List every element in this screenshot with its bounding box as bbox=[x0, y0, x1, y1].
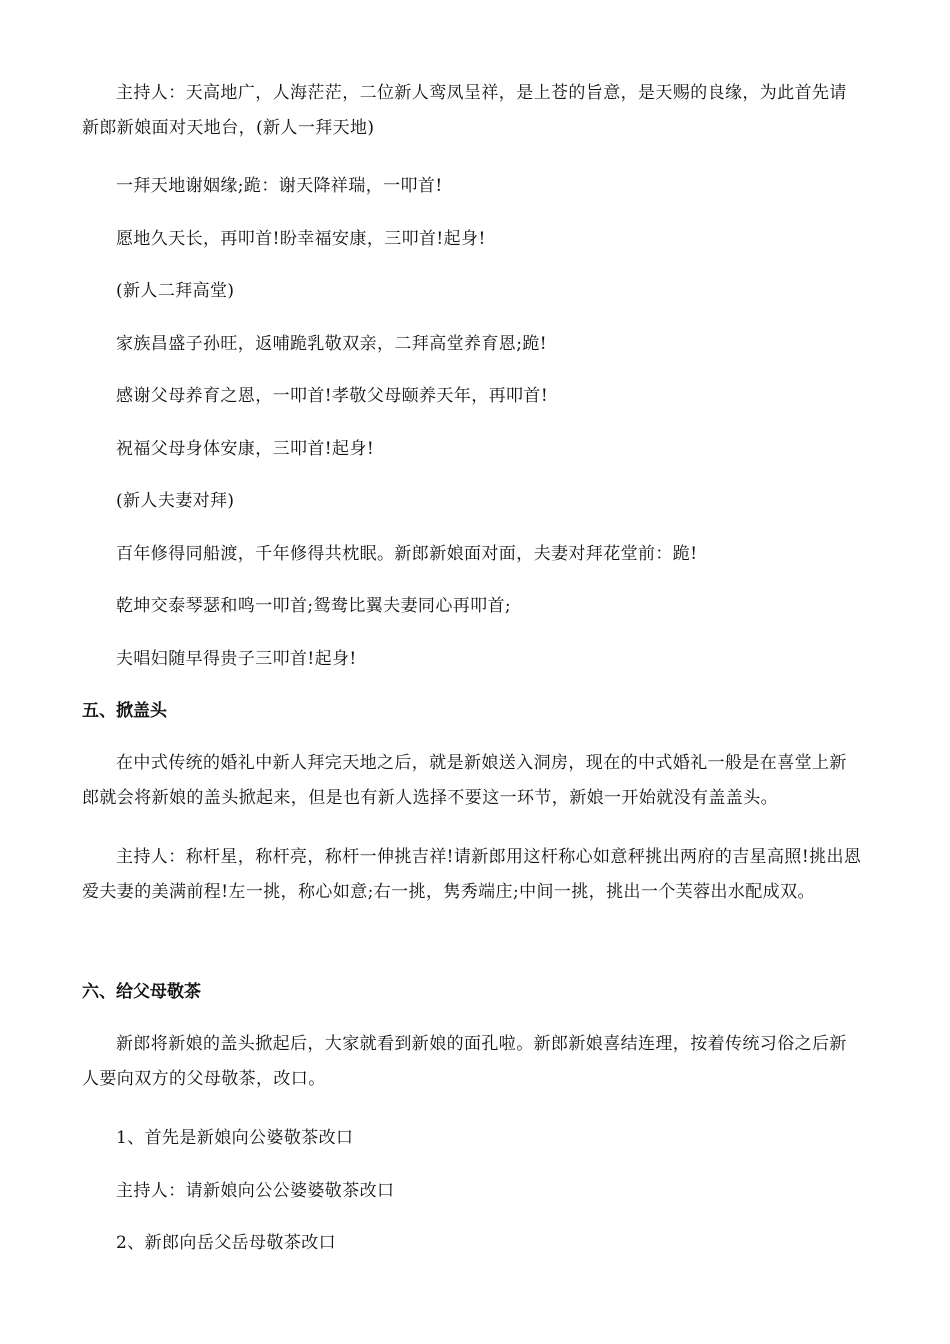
paragraph: 家族昌盛子孙旺，返哺跪乳敬双亲，二拜高堂养育恩;跪! bbox=[116, 334, 547, 354]
paragraph: 夫唱妇随早得贵子三叩首!起身! bbox=[116, 649, 357, 669]
section-heading-tea: 六、给父母敬茶 bbox=[82, 982, 201, 1002]
paragraph-host-opening: 主持人：天高地广，人海茫茫，二位新人鸾凤呈祥，是上苍的旨意，是天赐的良缘，为此首先请新郎新娘面对天地台，(新人一拜天地) bbox=[82, 83, 847, 138]
paragraph: 百年修得同船渡，千年修得共枕眠。新郎新娘面对面，夫妻对拜花堂前：跪! bbox=[116, 544, 698, 564]
paragraph: 祝福父母身体安康，三叩首!起身! bbox=[116, 439, 375, 459]
paragraph: 1、首先是新娘向公婆敬茶改口 bbox=[116, 1128, 354, 1148]
paragraph: 乾坤交泰琴瑟和鸣一叩首;鸳鸯比翼夫妻同心再叩首; bbox=[116, 596, 512, 616]
paragraph: 主持人：请新娘向公公婆婆敬茶改口 bbox=[116, 1181, 395, 1201]
paragraph: 新郎将新娘的盖头掀起后，大家就看到新娘的面孔啦。新郎新娘喜结连理，按着传统习俗之后新人要向双方的父母敬茶，改口。 bbox=[82, 1034, 847, 1089]
paragraph: (新人二拜高堂) bbox=[116, 281, 235, 301]
paragraph: 在中式传统的婚礼中新人拜完天地之后，就是新娘送入洞房，现在的中式婚礼一般是在喜堂上新郎就会将新娘的盖头掀起来，但是也有新人选择不要这一环节，新娘一开始就没有盖盖头。 bbox=[82, 753, 847, 808]
paragraph: 主持人：称杆星，称杆亮，称杆一伸挑吉祥!请新郎用这杆称心如意秤挑出两府的吉星高照!挑出恩爱夫妻的美满前程!左一挑，称心如意;右一挑，隽秀端庄;中间一挑，挑出一个芙蓉出水配成双。 bbox=[82, 847, 862, 902]
paragraph: 愿地久天长，再叩首!盼幸福安康，三叩首!起身! bbox=[116, 229, 486, 249]
paragraph: 一拜天地谢姻缘;跪：谢天降祥瑞，一叩首! bbox=[116, 176, 443, 196]
section-heading-veil: 五、掀盖头 bbox=[82, 701, 167, 721]
paragraph: 2、新郎向岳父岳母敬茶改口 bbox=[116, 1233, 337, 1253]
paragraph: (新人夫妻对拜) bbox=[116, 491, 235, 511]
paragraph: 感谢父母养育之恩，一叩首!孝敬父母颐养天年，再叩首! bbox=[116, 386, 549, 406]
